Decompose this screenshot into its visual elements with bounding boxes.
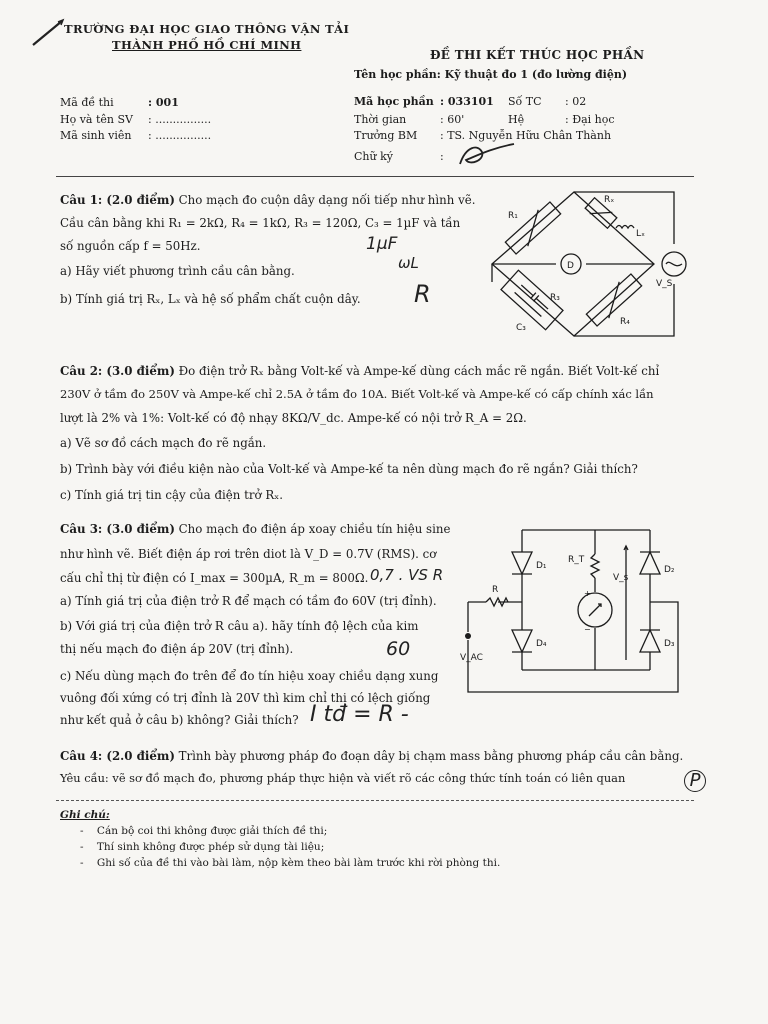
header-divider [56, 176, 694, 177]
label-c3: C₃ [516, 323, 526, 333]
course-code-value: : 033101 [440, 95, 494, 108]
department-head-value: : TS. Nguyễn Hữu Chân Thành [440, 129, 612, 142]
label-rt: R_T [568, 555, 585, 565]
pen-logo-icon [30, 18, 66, 48]
q3-handwritten-3: I tđ = R - [310, 702, 409, 727]
q3-part-a: a) Tính giá trị của điện trở R để mạch có tầm đo 60V (trị đỉnh). [60, 594, 437, 608]
system-label: Hệ [508, 113, 525, 126]
note-item-1: - Cán bộ coi thi không được giải thích đề thi; [80, 825, 328, 837]
q1-part-b: b) Tính giá trị Rₓ, Lₓ và hệ số phẩm chất cuộn dây. [60, 292, 361, 306]
q3-handwritten-1: 0,7 . VS R [370, 566, 444, 584]
time-label: Thời gian [354, 113, 407, 126]
minus-sign: − [584, 625, 591, 634]
q3-part-b-1: b) Với giá trị của điện trở R câu a). hãy tính độ lệch của kim [60, 619, 419, 633]
q1-part-a: a) Hãy viết phương trình cầu cân bằng. [60, 264, 295, 278]
university-line-2: THÀNH PHỐ HỒ CHÍ MINH [112, 38, 302, 52]
q3-part-c-2: vuông đối xứng có trị đỉnh là 20V thì kim chỉ thị có lệch giống [60, 691, 431, 705]
student-name-value: : ................ [148, 113, 212, 126]
q4-handwritten-mark: P [684, 770, 706, 792]
plus-sign: + [584, 589, 591, 598]
q1-handwritten-2: ωL [398, 254, 419, 272]
bridge-circuit-diagram [486, 182, 696, 342]
q3-handwritten-2: 60 [386, 638, 411, 660]
university-line-1: TRƯỜNG ĐẠI HỌC GIAO THÔNG VẬN TẢI [64, 22, 350, 36]
q3-part-b-2: thị nếu mạch đo điện áp 20V (trị đỉnh). [60, 642, 294, 656]
department-head-label: Trưởng BM [354, 129, 418, 142]
signature-scribble [452, 138, 522, 170]
label-rx: Rₓ [604, 195, 615, 205]
q2-line-3: lượt là 2% và 1%: Volt-kế có độ nhạy 8KΩ/V_dc. Ampe-kế có nội trở R_A = 2Ω. [60, 411, 527, 425]
signature-value: : [440, 150, 444, 163]
note-item-3: - Ghi số của đề thi vào bài làm, nộp kèm theo bài làm trước khi rời phòng thi. [80, 857, 501, 869]
time-value: : 60' [440, 113, 465, 126]
label-d1: D₁ [536, 561, 547, 571]
notes-title: Ghi chú: [60, 809, 110, 821]
notes-divider [56, 800, 694, 801]
exam-title: ĐỀ THI KẾT THÚC HỌC PHẦN [430, 48, 645, 62]
label-r1: R₁ [508, 211, 518, 221]
label-r4: R₄ [620, 317, 630, 327]
label-d3: D₃ [664, 639, 675, 649]
student-name-label: Họ và tên SV [60, 113, 133, 126]
course-name-line: Tên học phần: Kỹ thuật đo 1 (đo lường điện) [354, 68, 628, 81]
note-item-2: - Thí sinh không được phép sử dụng tài liệu; [80, 841, 325, 853]
label-r: R [492, 585, 499, 595]
q3-part-c-3: như kết quả ở câu b) không? Giải thích? [60, 713, 299, 727]
student-id-label: Mã sinh viên [60, 129, 132, 142]
q2-line-2: 230V ở tầm đo 250V và Ampe-kế chỉ 2.5A ở tầm đo 10A. Biết Volt-kế và Ampe-kế có cấp chính xác lần [60, 387, 654, 401]
q1-line-1: Câu 1: (2.0 điểm) Cho mạch đo cuộn dây dạng nối tiếp như hình vẽ. [60, 193, 476, 207]
label-lx: Lₓ [636, 229, 646, 239]
q2-part-b: b) Trình bày với điều kiện nào của Volt-kế và Ampe-kế ta nên dùng mạch đo rẽ ngắn? Giải thích? [60, 462, 638, 476]
exam-code-label: Mã đề thi [60, 96, 114, 109]
q4-line-2: Yêu cầu: vẽ sơ đồ mạch đo, phương pháp thực hiện và viết rõ các công thức tính toán có liên quan [60, 771, 626, 785]
q1-line-2: Cầu cân bằng khi R₁ = 2kΩ, R₄ = 1kΩ, R₃ = 120Ω, C₃ = 1µF và tần [60, 216, 461, 230]
label-vac: V_AC [460, 653, 483, 663]
q1-line-3: số nguồn cấp f = 50Hz. [60, 239, 201, 253]
label-d: D [567, 261, 574, 271]
signature-label: Chữ ký [354, 150, 393, 163]
q3-line-2: như hình vẽ. Biết điện áp rơi trên diot là V_D = 0.7V (RMS). cơ [60, 547, 437, 561]
label-r3: R₃ [550, 293, 560, 303]
credits-label: Số TC [508, 95, 542, 108]
credits-value: : 02 [565, 95, 587, 108]
label-d4: D₄ [536, 639, 547, 649]
rectifier-circuit-diagram [458, 520, 690, 710]
label-vs: V_S [656, 279, 673, 289]
q1-handwritten-1: 1µF [366, 234, 398, 254]
q2-part-c: c) Tính giá trị tin cậy của điện trở Rₓ. [60, 488, 283, 502]
student-id-value: : ................ [148, 129, 212, 142]
q3-line-1: Câu 3: (3.0 điểm) Cho mạch đo điện áp xoay chiều tín hiệu sine [60, 522, 451, 536]
course-code-label: Mã học phần [354, 95, 434, 108]
q2-line-1: Câu 2: (3.0 điểm) Đo điện trở Rₓ bằng Volt-kế và Ampe-kế dùng cách mắc rẽ ngắn. Biết Volt-kế chỉ [60, 364, 660, 378]
q1-handwritten-3: R [414, 280, 431, 308]
label-d2: D₂ [664, 565, 675, 575]
q3-part-c-1: c) Nếu dùng mạch đo trên để đo tín hiệu xoay chiều dạng xung [60, 669, 439, 683]
q4-line-1: Câu 4: (2.0 điểm) Trình bày phương pháp đo đoạn dây bị chạm mass bằng phương pháp cầu cân bằng. [60, 749, 684, 763]
label-vs2: V_s [613, 573, 629, 583]
exam-code-value: : 001 [148, 96, 179, 109]
q2-part-a: a) Vẽ sơ đồ cách mạch đo rẽ ngắn. [60, 436, 267, 450]
q3-line-3: cấu chỉ thị từ điện có I_max = 300µA, R_m = 800Ω. [60, 571, 369, 585]
system-value: : Đại học [565, 113, 615, 126]
